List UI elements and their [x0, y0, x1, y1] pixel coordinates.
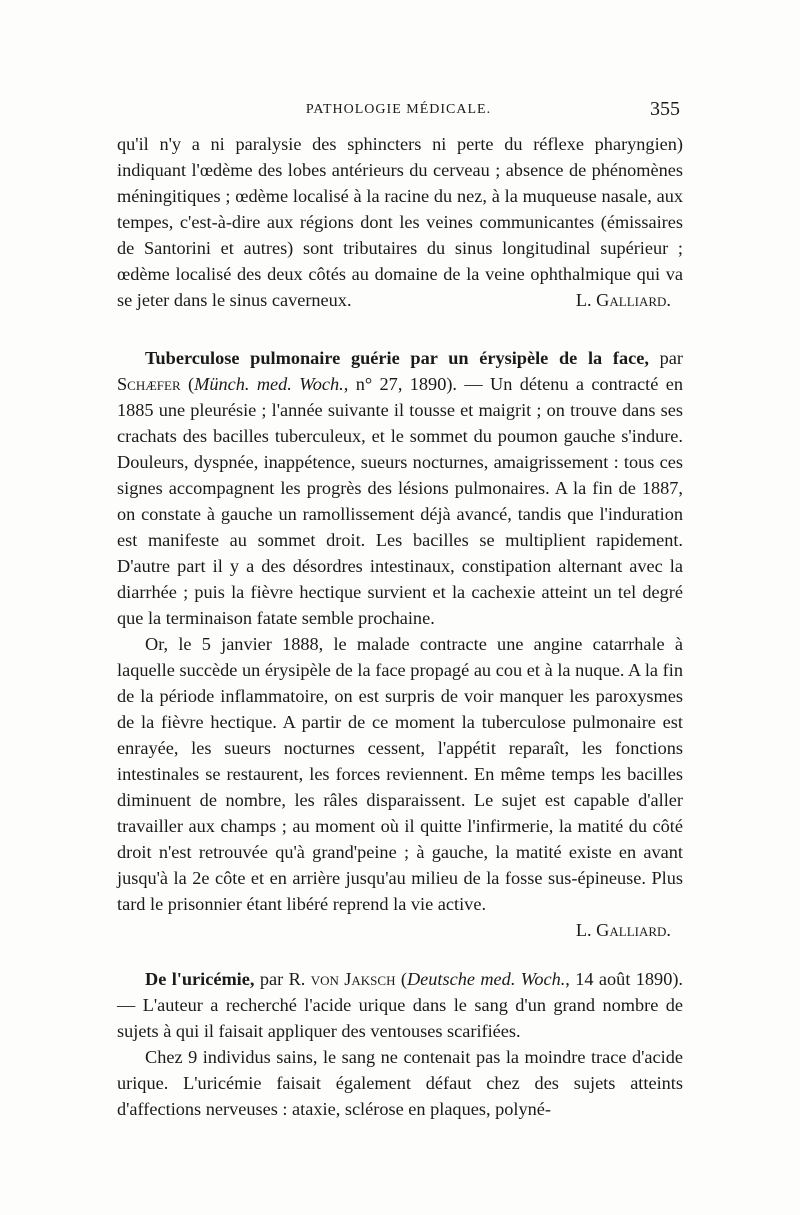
paragraph-text: L'auteur a recherché l'acide urique dans le sang d'un grand nombre de sujets à qui il faisait appliquer des ventouses scarifiées. — [117, 995, 683, 1041]
citation-details: , n° 27, 1890). — — [343, 374, 483, 394]
paragraph — [117, 131, 683, 313]
citation-open: ( — [400, 969, 407, 989]
paragraph-text: Un détenu a contracté en 1885 une pleurésie ; l'année suivante il tousse et maigrit ; on trouve dans ses crachats des bacilles tuberculeux, et le sommet du poumon gauche s'indure. Douleurs, dyspnée, inappétence, sueurs nocturnes, amaigrissement : tous ces signes accompagnent les progrès des lésions pulmonaires. A la fin de 1887, on constate à gauche un ramollissement déjà avancé, tandis que l'induration est manifeste au sommet droit. Les bacilles se multiplient rapidement. D'autre part il y a des désordres intestinaux, constipation alternant avec la diarrhée ; puis la fièvre hectique survient et la cachexie atteint un tel degré que la terminaison fatate semble prochaine. — [117, 374, 683, 628]
page-header — [117, 98, 680, 124]
article-continuation — [117, 131, 683, 313]
paragraph-text: qu'il n'y a ni paralysie des sphincters ni perte du réflexe pharyngien) indiquant l'œdème des lobes antérieurs du cerveau ; absence de phénomènes méningitiques ; œdème localisé à la racine du nez, à la muqueuse nasale, aux tempes, c'est-à-dire aux régions dont les veines communicantes (émissaires de Santorini et autres) sont tributaires du sinus longitudinal supérieur ; œdème localisé des deux côtés au domaine de la veine ophthalmique qui va se jeter dans le sinus caverneux. — [117, 134, 683, 310]
signature: L. Galliard. — [575, 920, 671, 940]
journal-name: Münch. med. Woch. — [194, 374, 344, 394]
byline-par: par — [659, 348, 683, 368]
citation-details: , 14 août 1890). — — [117, 969, 684, 1015]
author-name: R. von Jaksch — [288, 969, 396, 989]
paragraph-text: Or, le 5 janvier 1888, le malade contracte une angine catarrhale à laquelle succède un érysipèle de la face propagé au cou et à la nuque. A la fin de la période inflammatoire, on est surpris de voir manquer les paroxysmes de la fièvre hectique. A partir de ce moment la tuberculose pulmonaire est enrayée, les sueurs nocturnes cessent, l'appétit reparaît, les fonctions intestinales se restaurent, les forces reviennent. En même temps les bacilles diminuent de nombre, les râles disparaissent. Le sujet est capable d'aller travailler aux champs ; au moment où il quitte l'infirmerie, la matité du côté droit n'est retrouvée qu'à grand'peine ; à gauche, la matité existe en avant jusqu'à la 2e côte et en arrière jusqu'au milieu de la fosse sus-épineuse. Plus tard le prisonnier étant libéré reprend la vie active. — [117, 634, 683, 914]
page-number: 355 — [650, 98, 680, 120]
citation-open: ( — [188, 374, 195, 394]
article-title: Tuberculose pulmonaire guérie par un érysipèle de la face, — [145, 348, 649, 368]
paragraph — [117, 1044, 683, 1122]
running-head: PATHOLOGIE MÉDICALE. — [305, 102, 492, 117]
paragraph — [117, 345, 683, 631]
author-name: Schæfer — [117, 374, 181, 394]
signature: L. Galliard. — [575, 290, 671, 310]
byline-par: par — [259, 969, 284, 989]
paragraph-text: Chez 9 individus sains, le sang ne contenait pas la moindre trace d'acide urique. L'uricémie faisait également défaut chez des sujets atteints d'affections nerveuses : ataxie, sclérose en plaques, polyné- — [117, 1047, 683, 1119]
article-title: De l'uricémie, — [145, 969, 255, 989]
paragraph — [117, 631, 683, 917]
article-uricemie — [117, 966, 683, 1122]
paragraph — [117, 966, 683, 1044]
journal-name: Deutsche med. Woch. — [406, 969, 566, 989]
article-tuberculose — [117, 345, 683, 943]
